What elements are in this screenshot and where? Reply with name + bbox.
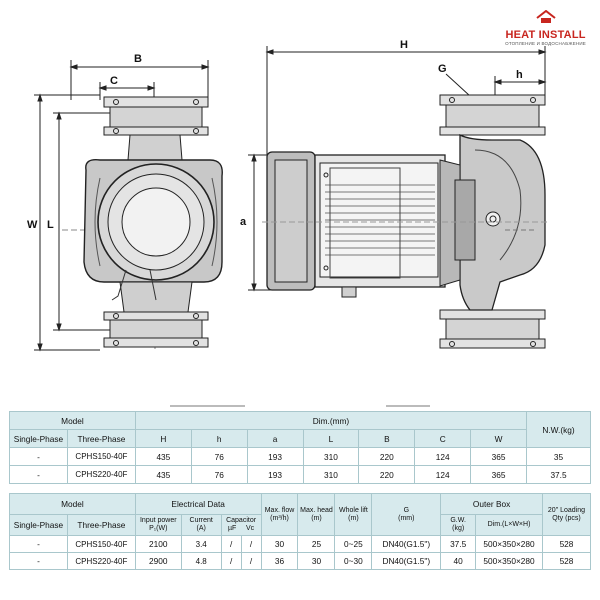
model-cell: CPHS220-40F xyxy=(67,466,135,484)
g-header xyxy=(372,494,441,536)
box-cell: 500×350×280 xyxy=(476,553,543,570)
capacitor-label: Capacitor xyxy=(226,517,257,524)
current-cell: 4.8 xyxy=(181,553,221,570)
qty-cell: 528 xyxy=(542,536,590,553)
elec-single-phase-header: Single-Phase xyxy=(10,515,68,536)
loading-label: 20" Loading xyxy=(547,506,586,514)
gw-cell: 37.5 xyxy=(441,536,476,553)
g-cell: DN40(G1.5") xyxy=(372,536,441,553)
dim-cell: 220 xyxy=(359,466,415,484)
dim-cell: 193 xyxy=(247,466,303,484)
table-row xyxy=(10,536,591,553)
gw-unit: (kg) xyxy=(452,525,465,532)
single-phase-cell: - xyxy=(10,466,68,484)
loading-qty-header xyxy=(542,494,590,536)
dim-label-l: L xyxy=(47,219,54,231)
current-label: Current xyxy=(189,517,213,524)
loading-unit: Qty (pcs) xyxy=(552,514,581,522)
single-phase-cell: - xyxy=(10,448,68,466)
g-unit: (mm) xyxy=(398,514,415,522)
dim-col-header: C xyxy=(415,430,471,448)
lift-cell: 0~25 xyxy=(335,536,372,553)
box-cell: 500×350×280 xyxy=(476,536,543,553)
dim-cell: 435 xyxy=(135,466,191,484)
capacitor-units xyxy=(222,525,261,533)
dim-col-header: L xyxy=(303,430,359,448)
uf-cell: / xyxy=(221,553,241,570)
max-flow-header xyxy=(261,494,298,536)
dim-three-phase-header: Three-Phase xyxy=(67,430,135,448)
single-phase-cell: - xyxy=(10,553,68,570)
brand-name: HEAT INSTALL xyxy=(505,29,586,41)
head-cell: 30 xyxy=(298,553,335,570)
flow-cell: 36 xyxy=(261,553,298,570)
current-header xyxy=(181,515,221,536)
head-cell: 25 xyxy=(298,536,335,553)
dim-cell: 365 xyxy=(471,448,527,466)
single-phase-cell: - xyxy=(10,536,68,553)
flow-cell: 30 xyxy=(261,536,298,553)
outer-box-header: Outer Box xyxy=(441,494,543,515)
dim-label-w: W xyxy=(27,219,38,231)
dim-cell: 124 xyxy=(415,448,471,466)
power-cell: 2100 xyxy=(135,536,181,553)
dimensions-table xyxy=(9,411,591,484)
dim-cell: 76 xyxy=(191,466,247,484)
dim-cell: 310 xyxy=(303,448,359,466)
model-cell: CPHS150-40F xyxy=(67,448,135,466)
model-cell: CPHS150-40F xyxy=(67,536,135,553)
max-flow-label: Max. flow xyxy=(264,506,295,514)
dim-cell: 220 xyxy=(359,448,415,466)
input-power-header xyxy=(135,515,181,536)
dim-header: Dim.(mm) xyxy=(135,412,526,430)
front-view xyxy=(34,60,222,350)
dim-col-header: H xyxy=(135,430,191,448)
gw-cell: 40 xyxy=(441,553,476,570)
g-cell: DN40(G1.5") xyxy=(372,553,441,570)
whole-lift-label: Whole lift xyxy=(339,506,368,514)
nw-cell: 35 xyxy=(527,448,591,466)
vc-label: Vc xyxy=(246,525,255,532)
nw-header: N.W.(kg) xyxy=(527,412,591,448)
qty-cell: 528 xyxy=(542,553,590,570)
elec-three-phase-header: Three-Phase xyxy=(67,515,135,536)
lift-cell: 0~30 xyxy=(335,553,372,570)
capacitor-header xyxy=(221,515,261,536)
dim-cell: 124 xyxy=(415,466,471,484)
dim-label-b: B xyxy=(134,53,142,65)
dim-cell: 310 xyxy=(303,466,359,484)
whole-lift-unit: (m) xyxy=(348,514,359,522)
dim-label-h-lower: h xyxy=(516,69,523,81)
max-head-header xyxy=(298,494,335,536)
power-cell: 2900 xyxy=(135,553,181,570)
dim-col-header: W xyxy=(471,430,527,448)
elec-model-header: Model xyxy=(10,494,136,515)
uf-label: µF xyxy=(227,525,237,532)
dim-col-header: B xyxy=(359,430,415,448)
max-flow-unit: (m³/h) xyxy=(270,514,289,522)
current-cell: 3.4 xyxy=(181,536,221,553)
dim-label-h-upper: H xyxy=(400,39,408,51)
dim-label-g: G xyxy=(438,63,447,75)
nw-cell: 37.5 xyxy=(527,466,591,484)
brand-tagline: ОТОПЛЕНИЕ И ВОДОСНАБЖЕНИЕ xyxy=(505,41,586,46)
dim-label-c: C xyxy=(110,75,118,87)
gw-label: G.W. xyxy=(450,517,466,524)
input-power-label: Input power xyxy=(139,517,177,524)
table-row xyxy=(10,448,591,466)
dim-cell: 435 xyxy=(135,448,191,466)
max-head-label: Max. head xyxy=(300,506,333,514)
current-unit: (A) xyxy=(196,525,206,532)
uf-cell: / xyxy=(221,536,241,553)
dim-col-header: h xyxy=(191,430,247,448)
dim-cell: 193 xyxy=(247,448,303,466)
model-cell: CPHS220-40F xyxy=(67,553,135,570)
g-label: G xyxy=(403,506,410,514)
dim-col-header: a xyxy=(247,430,303,448)
dim-model-header: Model xyxy=(10,412,136,430)
whole-lift-header xyxy=(335,494,372,536)
dim-label-a: a xyxy=(240,216,247,228)
electrical-data-header: Electrical Data xyxy=(135,494,261,515)
box-dim-header: Dim.(L×W×H) xyxy=(476,515,543,536)
side-view xyxy=(248,46,548,348)
input-power-unit: P₁(W) xyxy=(149,525,168,532)
dim-single-phase-header: Single-Phase xyxy=(10,430,68,448)
vc-cell: / xyxy=(241,536,261,553)
dim-cell: 365 xyxy=(471,466,527,484)
table-row xyxy=(10,553,591,570)
gw-header xyxy=(441,515,476,536)
electrical-data-table xyxy=(9,493,591,570)
max-head-unit: (m) xyxy=(311,514,322,522)
dim-cell: 76 xyxy=(191,448,247,466)
table-row xyxy=(10,466,591,484)
vc-cell: / xyxy=(241,553,261,570)
